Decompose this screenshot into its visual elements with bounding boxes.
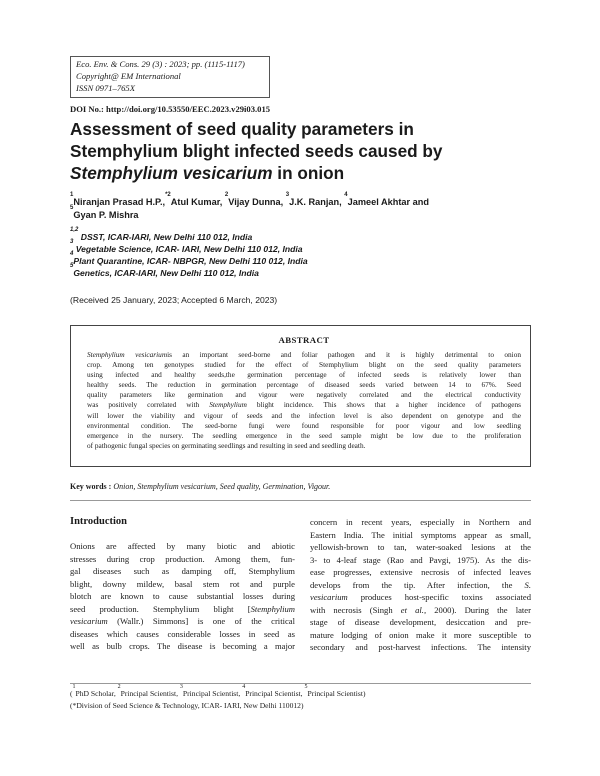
text-span: seed production. Stemphylium blight [ bbox=[70, 603, 251, 614]
text-line bbox=[87, 380, 521, 390]
italic-span: vesicarium bbox=[310, 592, 348, 602]
text-line bbox=[310, 516, 531, 529]
text-line bbox=[70, 615, 295, 628]
text-span: mature lodging of onion make it more susceptible to bbox=[310, 629, 531, 640]
abstract-text bbox=[87, 350, 521, 451]
footnote-division: (*Division of Seed Science & Technology, ICAR- IARI, New Delhi 110012) bbox=[70, 701, 304, 710]
footnotes bbox=[70, 684, 366, 712]
divider-rule bbox=[70, 500, 531, 501]
italic-span: Stemphylium vesicarium bbox=[87, 350, 168, 359]
text-line bbox=[70, 565, 295, 578]
footnote-text: Principal Scientist, bbox=[120, 689, 180, 698]
authors-line-2 bbox=[70, 205, 540, 222]
title-line-3 bbox=[70, 162, 540, 184]
text-span: is an important seed-borne and foliar pathogen and it is highly detrimental to onion bbox=[167, 350, 521, 359]
text-line bbox=[310, 541, 531, 554]
text-line bbox=[87, 441, 521, 451]
footnote-marker: 3 bbox=[179, 684, 183, 690]
title-line-2: Stemphylium blight infected seeds caused by bbox=[70, 141, 443, 161]
text-span: stresses during crop production. Among them, fun- bbox=[70, 553, 295, 564]
title-line-1: Assessment of seed quality parameters in bbox=[70, 119, 414, 139]
text-span: (Wallr.) Simmons] is one of the critical bbox=[107, 616, 295, 626]
footnote-text: Principal Scientist) bbox=[307, 689, 366, 698]
text-line bbox=[70, 603, 295, 616]
author-name: Gyan P. Mishra bbox=[73, 210, 139, 220]
citation-issn: ISSN 0971–765X bbox=[76, 82, 135, 93]
footnote-marker: 5 bbox=[304, 684, 308, 690]
author-marker: 5 bbox=[70, 205, 74, 211]
author-marker: *2 bbox=[165, 192, 171, 198]
title-end: in onion bbox=[272, 163, 345, 183]
abstract-box bbox=[70, 325, 531, 467]
text-line bbox=[70, 628, 295, 641]
text-span: environmental condition. The seed-borne fungi were found responsible for poor vigour and low seedling bbox=[87, 420, 521, 430]
footnote-marker: 2 bbox=[117, 684, 121, 690]
affiliation-line bbox=[70, 227, 530, 243]
text-span: blight, downy mildew, basal stem rot and purple bbox=[70, 578, 295, 589]
affiliation-line bbox=[70, 251, 530, 267]
text-line bbox=[310, 591, 531, 604]
citation-box bbox=[70, 56, 270, 98]
citation-journal: Eco. Env. & Cons. 29 (3) : 2023; pp. (1115-1117) bbox=[76, 59, 245, 69]
article-title bbox=[70, 118, 540, 184]
keywords bbox=[70, 482, 330, 491]
text-span: will lower the viability and vigour of seeds and the infection level is also dependent on genotype and the bbox=[87, 410, 521, 420]
author-name: Jameel Akhtar and bbox=[347, 197, 429, 207]
author-name: J.K. Ranjan, bbox=[289, 197, 345, 207]
author-list bbox=[70, 192, 540, 222]
text-line bbox=[70, 640, 295, 653]
author-marker: 2 bbox=[224, 192, 229, 198]
text-span: with necrosis (Singh bbox=[310, 604, 401, 615]
text-span: well as bulb crops. The disease is becoming a major bbox=[70, 641, 295, 651]
text-span: diseases which causes considerable losses in seed as bbox=[70, 628, 295, 639]
text-span: concern in recent years, especially in Northern and bbox=[310, 517, 531, 527]
text-span: of pathogenic fungal species on germinating seedlings and resulting in seed and seedling death. bbox=[87, 440, 366, 450]
affiliations bbox=[70, 227, 530, 279]
text-line bbox=[70, 540, 295, 553]
text-line bbox=[87, 400, 521, 410]
keywords-list: Onion, Stemphylium vesicarium, Seed quality, Germination, Vigour. bbox=[111, 482, 331, 491]
affiliation-marker: 5 bbox=[70, 263, 74, 269]
text-line bbox=[310, 566, 531, 579]
text-span: secondary and post-harvest infections. The intensity bbox=[310, 642, 531, 652]
author-marker: 3 bbox=[285, 192, 290, 198]
introduction-column-right bbox=[310, 516, 531, 654]
text-span: was positively correlated with bbox=[87, 400, 210, 410]
text-line bbox=[87, 360, 521, 370]
text-span: emergence in the nursery. The seedling emergence in the seed sample might be low due to the proliferation bbox=[87, 430, 521, 440]
affiliation-line bbox=[70, 239, 530, 255]
footnote-text: Principal Scientist, bbox=[182, 689, 243, 698]
footnote-text: PhD Scholar, bbox=[75, 689, 118, 698]
footnote-marker: 1 bbox=[72, 684, 76, 690]
affiliation-marker: 3 bbox=[70, 239, 74, 245]
text-span: gal diseases such as damping off, Stemphylium bbox=[70, 566, 295, 576]
keywords-label: Key words : bbox=[70, 482, 112, 491]
author-marker: 1 bbox=[70, 192, 74, 198]
doi-link[interactable]: DOI No.: http://doi.org/10.53550/EEC.2023.v29i03.015 bbox=[70, 104, 271, 114]
footnote-text: Principal Scientist, bbox=[245, 689, 305, 698]
text-line bbox=[87, 421, 521, 431]
text-span: Eastern India. The initial symptoms appear as small, bbox=[310, 529, 531, 540]
author-marker: 4 bbox=[344, 192, 348, 198]
text-line bbox=[70, 578, 295, 591]
affiliation-text: Genetics, ICAR-IARI, New Delhi 110 012, India bbox=[73, 268, 259, 278]
text-line bbox=[87, 350, 521, 360]
text-span: develops from the tip. After infection, the bbox=[310, 579, 525, 590]
text-line bbox=[310, 529, 531, 542]
author-name: Vijay Dunna, bbox=[228, 197, 286, 207]
received-dates: (Received 25 January, 2023; Accepted 6 March, 2023) bbox=[70, 295, 278, 305]
footnote-open-paren: ( bbox=[70, 689, 73, 698]
text-line bbox=[70, 553, 295, 566]
italic-span: vesicarium bbox=[70, 616, 108, 626]
text-span: blotch are known to cause substantial losses during bbox=[70, 591, 295, 601]
text-line bbox=[87, 390, 521, 400]
italic-span: Stemphylium bbox=[209, 400, 247, 410]
author-name: Niranjan Prasad H.P., bbox=[73, 197, 166, 207]
text-span: blight incidence. This shows that a higher incidence of pathogens bbox=[246, 400, 521, 410]
italic-span: S. bbox=[524, 579, 531, 590]
affiliation-text: DSST, ICAR-IARI, New Delhi 110 012, India bbox=[78, 232, 253, 242]
introduction-column-left bbox=[70, 540, 295, 653]
text-line bbox=[310, 604, 531, 617]
text-span: 3- to 4-leaf stage (Rao and Pavgi, 1975). As the dis- bbox=[310, 554, 531, 565]
footnote-positions bbox=[70, 684, 366, 700]
text-span: produces host-specific toxins associated bbox=[347, 592, 531, 602]
text-span: using infected and healthy seeds,the germination percentage of infected seeds is relatively lower than bbox=[87, 370, 521, 380]
footnote-marker: 4 bbox=[242, 684, 246, 690]
italic-span: et al., bbox=[400, 604, 427, 615]
title-species: Stemphylium vesicarium bbox=[70, 163, 273, 183]
text-span: stage of disease development, desiccation and pre- bbox=[310, 617, 531, 627]
text-span: crop. Among ten genotypes studied for the effect of Stemphylium blight on the seed quality parameters bbox=[87, 360, 521, 370]
affiliation-marker: 4 bbox=[70, 251, 74, 257]
text-line bbox=[87, 411, 521, 421]
text-span: 2000). During the later bbox=[426, 604, 531, 615]
footnote-rule bbox=[70, 683, 531, 684]
text-line bbox=[87, 431, 521, 441]
text-span: quality parameters like germination and vigour were negatively correlated and the electrical conductivity bbox=[87, 390, 521, 400]
affiliation-marker: 1,2 bbox=[70, 227, 79, 233]
text-line bbox=[87, 370, 521, 380]
abstract-heading: ABSTRACT bbox=[278, 335, 330, 345]
citation-copyright: Copyright@ EM International bbox=[76, 70, 181, 81]
text-line bbox=[310, 579, 531, 592]
text-line bbox=[70, 590, 295, 603]
text-span: yellowish-brown to tan, water-soaked lesions at the bbox=[310, 542, 531, 552]
authors-line-1 bbox=[70, 192, 540, 209]
affiliation-line bbox=[70, 263, 530, 279]
text-span: healthy seeds. The reduction in germination percentage of diseased seeds varied between 14 to 67%. Seed bbox=[87, 380, 521, 390]
text-line bbox=[310, 554, 531, 567]
affiliation-text: Vegetable Science, ICAR- IARI, New Delhi 110 012, India bbox=[73, 244, 303, 254]
italic-span: Stemphylium bbox=[250, 603, 295, 614]
text-line bbox=[310, 641, 531, 654]
text-span: ease progresses, extensive necrosis of infected leaves bbox=[310, 567, 531, 577]
author-name: Atul Kumar, bbox=[170, 197, 225, 207]
introduction-heading: Introduction bbox=[70, 516, 127, 527]
text-line bbox=[310, 629, 531, 642]
text-span: Onions are affected by many biotic and abiotic bbox=[70, 541, 295, 551]
affiliation-text: Plant Quarantine, ICAR- NBPGR, New Delhi 110 012, India bbox=[73, 256, 308, 266]
text-line bbox=[310, 616, 531, 629]
